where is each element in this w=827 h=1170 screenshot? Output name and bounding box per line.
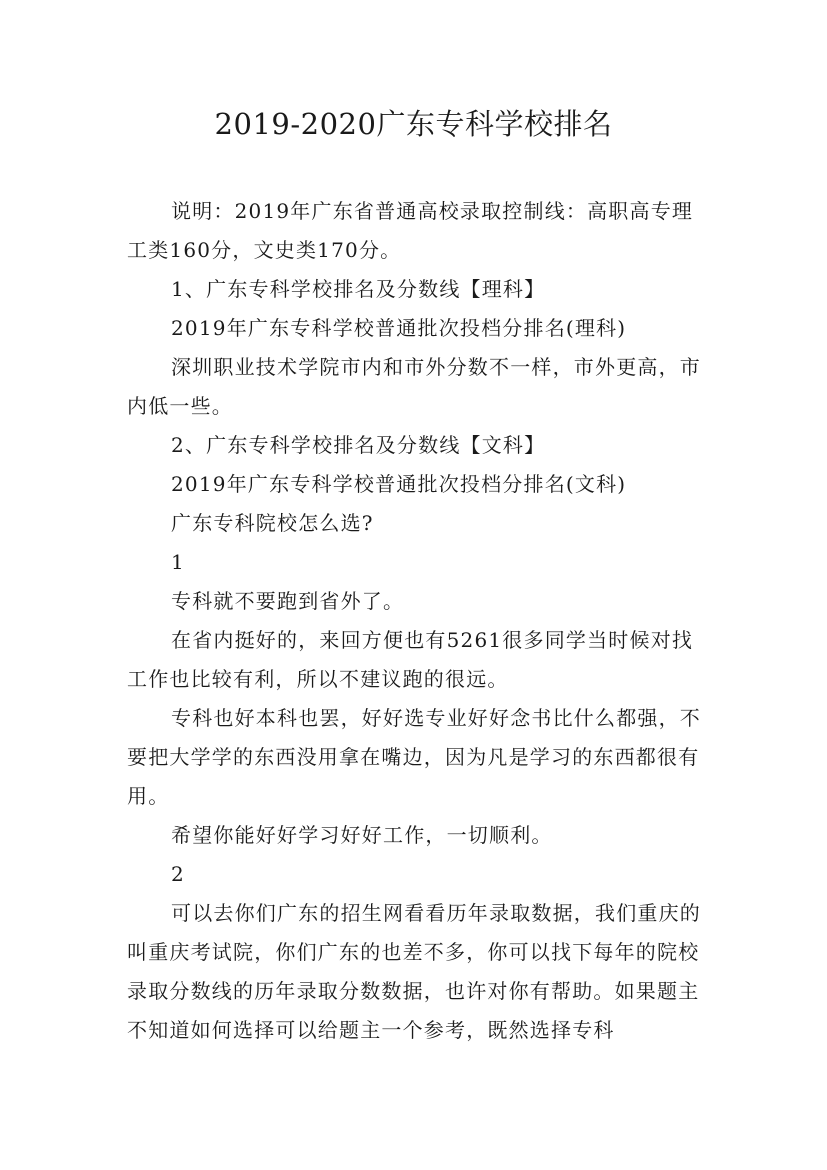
paragraph-answer-1-line-3: 专科也好本科也罢，好好选专业好好念书比什么都强，不要把大学学的东西没用拿在嘴边，因为凡是学习的东西都很有用。 xyxy=(127,706,701,808)
paragraph-answer-number-1: 1 xyxy=(171,550,185,574)
paragraph-answer-2: 可以去你们广东的招生网看看历年录取数据，我们重庆的叫重庆考试院，你们广东的也差不多，你可以找下每年的院校录取分数线的历年录取分数数据，也许对你有帮助。如果题主不知道如何选择可以给题主一个参考，既然选择专科 xyxy=(127,901,701,1042)
paragraph-answer-number-2: 2 xyxy=(171,862,185,886)
paragraph-heading-science: 1、广东专科学校排名及分数线【理科】 xyxy=(171,277,546,301)
document-body xyxy=(127,192,705,1050)
paragraph-answer-1-line-1: 专科就不要跑到省外了。 xyxy=(171,589,405,613)
document-title: 2019-2020广东专科学校排名 xyxy=(214,107,613,141)
paragraph-question: 广东专科院校怎么选? xyxy=(171,511,374,535)
paragraph-science-ranking: 2019年广东专科学校普通批次投档分排名(理科) xyxy=(171,316,627,340)
paragraph-arts-ranking: 2019年广东专科学校普通批次投档分排名(文科) xyxy=(171,472,627,496)
paragraph-shenzhen-note: 深圳职业技术学院市内和市外分数不一样，市外更高，市内低一些。 xyxy=(127,355,701,418)
paragraph-heading-arts: 2、广东专科学校排名及分数线【文科】 xyxy=(171,433,546,457)
paragraph-answer-1-line-2: 在省内挺好的，来回方便也有5261很多同学当时候对找工作也比较有利，所以不建议跑的很远。 xyxy=(127,628,694,691)
paragraph-answer-1-line-4: 希望你能好好学习好好工作，一切顺利。 xyxy=(171,823,553,847)
paragraph-note: 说明：2019年广东省普通高校录取控制线：高职高专理工类160分，文史类170分。 xyxy=(127,199,694,262)
